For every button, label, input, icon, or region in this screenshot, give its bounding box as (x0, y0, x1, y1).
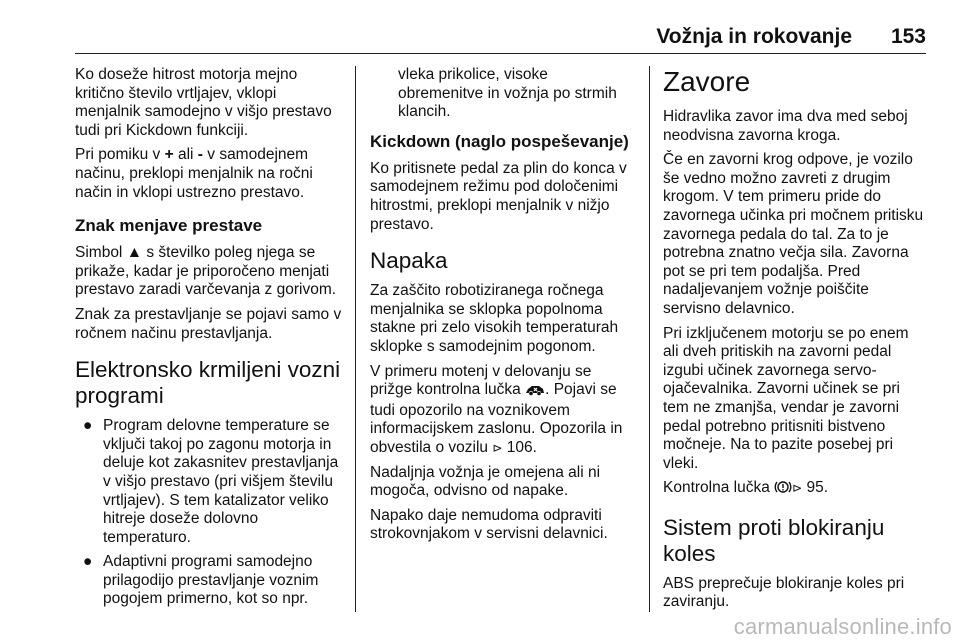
brake-warning-icon (774, 479, 792, 501)
text: Kontrolna lučka (663, 479, 775, 497)
text: v samodejnem načinu, preklopi menjalnik na ročni način in vklopi ustrezno prestavo. (75, 146, 313, 201)
column-3 (663, 66, 928, 618)
paragraph: Napako daje nemudoma odpraviti strokovnjakom v servisni delavnici. (370, 506, 608, 543)
section-title: Vožnja in rokovanje (656, 25, 852, 48)
paragraph: Pri izključenem motorju se po enem ali dveh pritiskih na zavorni pedal izgubi učinek zavornega servo-ojačevalnika. Zavorni učinek se pri tem ne zmanjša, vendar je zavorni pedal potrebno pritisniti bistveno močneje. Na to pazite posebej pri vleki. (663, 324, 909, 472)
paragraph (75, 244, 343, 300)
text: s številko poleg njega se prikaže, kadar je priporočeno menjati prestavo zaradi varčevanja z gorivom. (75, 244, 337, 299)
list-item (75, 417, 343, 547)
shift-up-arrow-icon: ▲ (126, 244, 143, 262)
heading-brakes: Zavore (663, 66, 751, 97)
paragraph: Če en zavorni krog odpove, je vozilo še vedno možno zavreti z drugim krogom. V tem primeru pride do zavornega učinka pri močnem pritisku zavornega pedala do tal. Za to je potrebna znatno večja sila. Zavorna pot se pri tem podaljša. Pred nadaljevanjem vožnje poiščite servisno delavnico. (663, 151, 924, 317)
page-ref-arrow-icon: ⊳ (492, 440, 503, 455)
paragraph: Nadaljnja vožnja je omejena ali ni mogoča, odvisno od napake. (370, 463, 601, 500)
page-reference: 95. (802, 479, 829, 497)
watermark: carmanualsonline.info (733, 614, 952, 639)
paragraph: Ko pritisnete pedal za plin do konca v samodejnem režimu pod določenimi hitrostmi, preklopi menjalnik v nižjo prestavo. (370, 159, 627, 233)
bullet-icon: ● (83, 553, 93, 571)
paragraph: Znak za prestavljanje se pojavi samo v ročnem načinu prestavljanja. (75, 305, 342, 342)
header-divider (75, 53, 926, 54)
text: V primeru motenj v delovanju se prižge kontrolna lučka (370, 362, 592, 399)
heading-fault: Napaka (370, 248, 448, 274)
heading-programs: Elektronsko krmiljeni vozni programi (75, 357, 341, 409)
wrench-car-icon (525, 383, 545, 402)
column-2 (370, 66, 636, 550)
paragraph: Hidravlika zavor ima dva med seboj neodvisna zavorna kroga. (663, 108, 908, 144)
minus-symbol: - (197, 146, 203, 164)
column-1 (75, 66, 343, 615)
bullet-list (75, 417, 343, 609)
column-divider-2 (649, 66, 650, 612)
paragraph: Za zaščito robotiziranega ročnega menjalnika se sklopka popolnoma stakne pri zelo visokih temperaturah sklopke s samodejnim pogonom. (370, 282, 619, 355)
paragraph: Ko doseže hitrost motorja mejno kritično število vrtljajev, vklopi menjalnik samodejno v višjo prestavo tudi pri Kickdown funkciji. (75, 66, 332, 139)
page-number: 153 (890, 25, 926, 48)
column-divider-1 (355, 66, 356, 612)
text: . Pojavi se tudi opozorilo na voznikovem informacijskem zaslonu. Opozorila in obvestila o vozilu (370, 381, 623, 456)
heading-kickdown: Kickdown (naglo pospeševanje) (370, 131, 629, 151)
list-item (75, 553, 343, 609)
paragraph (370, 363, 636, 458)
page-reference: 106. (502, 438, 537, 456)
page-ref-arrow-icon: ⊳ (792, 481, 803, 496)
heading-gear-indicator: Znak menjave prestave (75, 216, 263, 236)
page-header (0, 0, 960, 52)
heading-abs: Sistem proti blokiranju koles (663, 514, 885, 566)
plus-symbol: + (164, 146, 174, 164)
paragraph (663, 479, 928, 501)
text: Pri pomiku v (75, 146, 165, 164)
bullet-icon: ● (83, 417, 93, 435)
text: ali (173, 146, 198, 164)
paragraph: ABS preprečuje blokiranje koles pri zaviranju. (663, 574, 905, 611)
text: Program delovne temperature se vključi takoj po zagonu motorja in deluje kot zakasnitev prestavljanja v višjo prestavo (pri višjem številu vrtljajev). S tem katalizator veliko hitreje doseže dolovno temperaturo. (103, 417, 339, 546)
text: Simbol (75, 244, 127, 262)
paragraph: vleka prikolice, visoke obremenitve in vožnja po strmih klancih. (398, 66, 617, 121)
paragraph (75, 146, 343, 202)
text: Adaptivni programi samodejno prilagodijo prestavljanje voznim pogojem primerno, kot so npr. (103, 553, 319, 608)
